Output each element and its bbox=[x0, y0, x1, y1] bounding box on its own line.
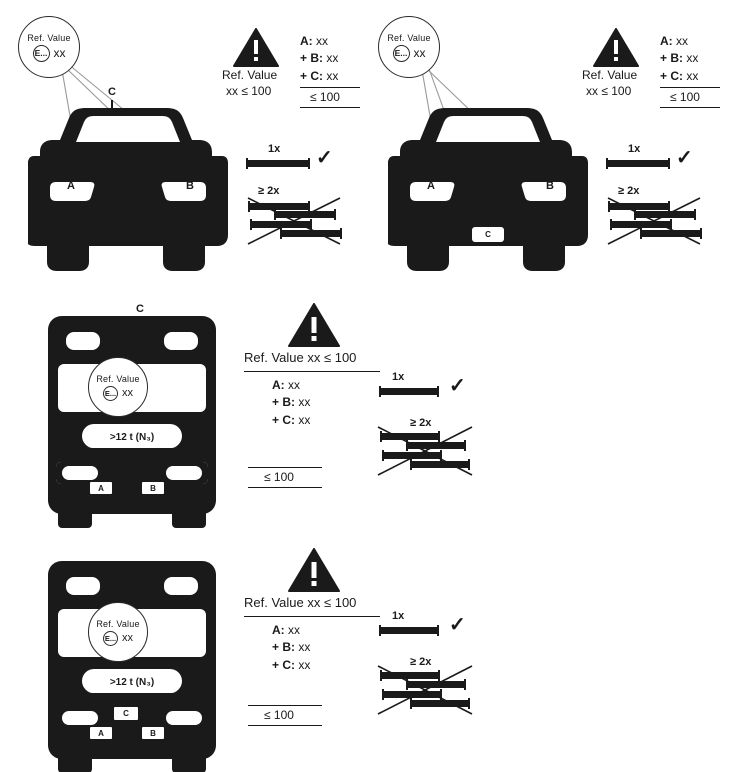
panel-1-check-icon: ✓ bbox=[316, 147, 333, 169]
sum-row-a bbox=[272, 622, 310, 639]
panel-4-c-badge: C bbox=[113, 706, 139, 721]
panel-3 bbox=[0, 295, 500, 535]
panel-4-total-rule bbox=[248, 705, 322, 706]
sum-value-c: xx bbox=[686, 68, 699, 83]
sum-key-c: + C: bbox=[272, 657, 296, 672]
sum-value-b: xx bbox=[326, 51, 339, 66]
ref-value-label: Ref. Value bbox=[387, 32, 431, 43]
panel-2-vehicle-silhouette bbox=[388, 100, 588, 278]
sum-row-a bbox=[660, 33, 698, 50]
sum-value-a: xx bbox=[288, 623, 301, 637]
panel-3-cross-out-icon bbox=[372, 421, 482, 481]
sum-key-a: A: bbox=[300, 34, 313, 48]
panel-4-vehicle-silhouette bbox=[48, 561, 216, 772]
ref-value-number: xx bbox=[53, 46, 66, 60]
panel-2-b-letter: B bbox=[546, 180, 554, 192]
panel-4-one-x-label: 1x bbox=[392, 610, 405, 622]
panel-2 bbox=[360, 0, 738, 290]
panel-1-a-letter: A bbox=[67, 180, 75, 192]
panel-3-sum-list bbox=[272, 377, 310, 429]
panel-1-ref-value-callout bbox=[18, 16, 80, 78]
sum-row-c bbox=[660, 68, 698, 85]
panel-2-two-x-label: ≥ 2x bbox=[618, 185, 640, 197]
panel-1-ref-value-heading: Ref. Value bbox=[222, 68, 278, 82]
panel-1 bbox=[0, 0, 369, 290]
panel-2-single-strip bbox=[608, 160, 668, 167]
panel-3-heading-rule bbox=[244, 371, 380, 372]
panel-2-check-icon: ✓ bbox=[676, 147, 693, 169]
panel-4-single-strip bbox=[381, 627, 437, 634]
panel-4-cross-out-icon bbox=[372, 660, 482, 720]
panel-2-total-rule-2 bbox=[660, 107, 720, 108]
sum-value-a: xx bbox=[316, 34, 329, 48]
sum-key-c: + C: bbox=[272, 412, 296, 427]
sum-key-b: + B: bbox=[272, 395, 296, 410]
sum-value-a: xx bbox=[676, 34, 689, 48]
panel-2-ref-value-expr: xx ≤ 100 bbox=[586, 84, 632, 98]
c-letter: C bbox=[108, 86, 116, 98]
sum-key-c: + C: bbox=[660, 68, 684, 83]
sum-key-c: + C: bbox=[300, 68, 324, 83]
panel-3-one-x-label: 1x bbox=[392, 371, 405, 383]
panel-1-one-x-label: 1x bbox=[268, 143, 281, 155]
sum-row-b bbox=[272, 394, 310, 411]
panel-4-check-icon: ✓ bbox=[449, 614, 466, 636]
panel-4-two-x-label: ≥ 2x bbox=[410, 656, 432, 668]
sum-key-a: A: bbox=[272, 378, 285, 392]
panel-3-single-strip bbox=[381, 388, 437, 395]
panel-1-total: ≤ 100 bbox=[310, 90, 340, 104]
panel-1-ref-value-expr: xx ≤ 100 bbox=[226, 84, 272, 98]
panel-1-vehicle-silhouette bbox=[28, 100, 228, 278]
ref-value-number: xx bbox=[122, 632, 133, 644]
panel-1-c-marker bbox=[108, 86, 116, 116]
panel-1-total-rule bbox=[300, 87, 360, 88]
panel-4-total: ≤ 100 bbox=[264, 708, 294, 722]
panel-2-ref-value-callout bbox=[378, 16, 440, 78]
panel-2-c-badge: C bbox=[471, 226, 505, 243]
panel-4 bbox=[0, 540, 500, 772]
ref-value-number: xx bbox=[413, 46, 426, 60]
sum-row-a bbox=[272, 377, 310, 394]
sum-row-b bbox=[660, 50, 698, 67]
panel-3-warning-triangle-icon bbox=[288, 303, 738, 348]
panel-4-a-badge: A bbox=[89, 726, 113, 740]
sum-key-b: + B: bbox=[660, 51, 684, 66]
panel-1-two-x-label: ≥ 2x bbox=[258, 185, 280, 197]
ref-value-label: Ref. Value bbox=[27, 32, 71, 43]
panel-2-sum-list bbox=[660, 33, 698, 85]
sum-row-c bbox=[300, 68, 338, 85]
sum-row-b bbox=[272, 639, 310, 656]
panel-3-weight-class-pill: >12 t (N₃) bbox=[84, 426, 180, 448]
panel-2-total: ≤ 100 bbox=[670, 90, 700, 104]
panel-1-total-rule-2 bbox=[300, 107, 360, 108]
sum-row-b bbox=[300, 50, 338, 67]
sum-value-b: xx bbox=[298, 640, 311, 655]
panel-4-warning-triangle-icon bbox=[288, 548, 738, 593]
panel-4-ref-value-heading: Ref. Value xx ≤ 100 bbox=[244, 595, 357, 610]
panel-2-a-letter: A bbox=[427, 180, 435, 192]
sum-value-b: xx bbox=[686, 51, 699, 66]
panel-1-cross-out-icon bbox=[240, 190, 350, 250]
panel-1-sum-list bbox=[300, 33, 338, 85]
panel-1-b-letter: B bbox=[186, 180, 194, 192]
panel-4-total-rule-2 bbox=[248, 725, 322, 726]
panel-2-ref-value-heading: Ref. Value bbox=[582, 68, 638, 82]
ref-value-number: xx bbox=[122, 387, 133, 399]
panel-2-one-x-label: 1x bbox=[628, 143, 641, 155]
e-mark-badge: E... bbox=[393, 45, 410, 62]
c-letter: C bbox=[136, 303, 144, 315]
sum-value-c: xx bbox=[326, 68, 339, 83]
e-mark-badge: E... bbox=[33, 45, 50, 62]
panel-4-ref-value-callout bbox=[88, 602, 148, 662]
panel-4-heading-rule bbox=[244, 616, 380, 617]
sum-value-b: xx bbox=[298, 395, 311, 410]
panel-3-ref-value-heading: Ref. Value xx ≤ 100 bbox=[244, 350, 357, 365]
panel-3-total-rule bbox=[248, 467, 322, 468]
ref-value-label: Ref. Value bbox=[96, 618, 140, 629]
sum-key-a: A: bbox=[660, 34, 673, 48]
c-leader-line bbox=[111, 100, 112, 116]
sum-value-c: xx bbox=[298, 412, 311, 427]
sum-row-a bbox=[300, 33, 338, 50]
panel-4-b-badge: B bbox=[141, 726, 165, 740]
sum-row-c bbox=[272, 657, 310, 674]
panel-3-b-badge: B bbox=[141, 481, 165, 495]
panel-4-weight-class-pill: >12 t (N₃) bbox=[84, 671, 180, 693]
panel-2-cross-out-icon bbox=[600, 190, 710, 250]
panel-3-two-x-label: ≥ 2x bbox=[410, 417, 432, 429]
panel-3-vehicle-silhouette bbox=[48, 316, 216, 531]
panel-4-sum-list bbox=[272, 622, 310, 674]
panel-3-check-icon: ✓ bbox=[449, 375, 466, 397]
sum-value-c: xx bbox=[298, 657, 311, 672]
ref-value-label: Ref. Value bbox=[96, 373, 140, 384]
sum-key-b: + B: bbox=[300, 51, 324, 66]
e-mark-badge: E... bbox=[103, 386, 118, 401]
panel-3-ref-value-callout bbox=[88, 357, 148, 417]
sum-value-a: xx bbox=[288, 378, 301, 392]
e-mark-badge: E... bbox=[103, 631, 118, 646]
sum-key-a: A: bbox=[272, 623, 285, 637]
sum-row-c bbox=[272, 412, 310, 429]
panel-3-a-badge: A bbox=[89, 481, 113, 495]
panel-1-single-strip bbox=[248, 160, 308, 167]
sum-key-b: + B: bbox=[272, 640, 296, 655]
panel-2-total-rule bbox=[660, 87, 720, 88]
panel-3-total: ≤ 100 bbox=[264, 470, 294, 484]
panel-3-total-rule-2 bbox=[248, 487, 322, 488]
